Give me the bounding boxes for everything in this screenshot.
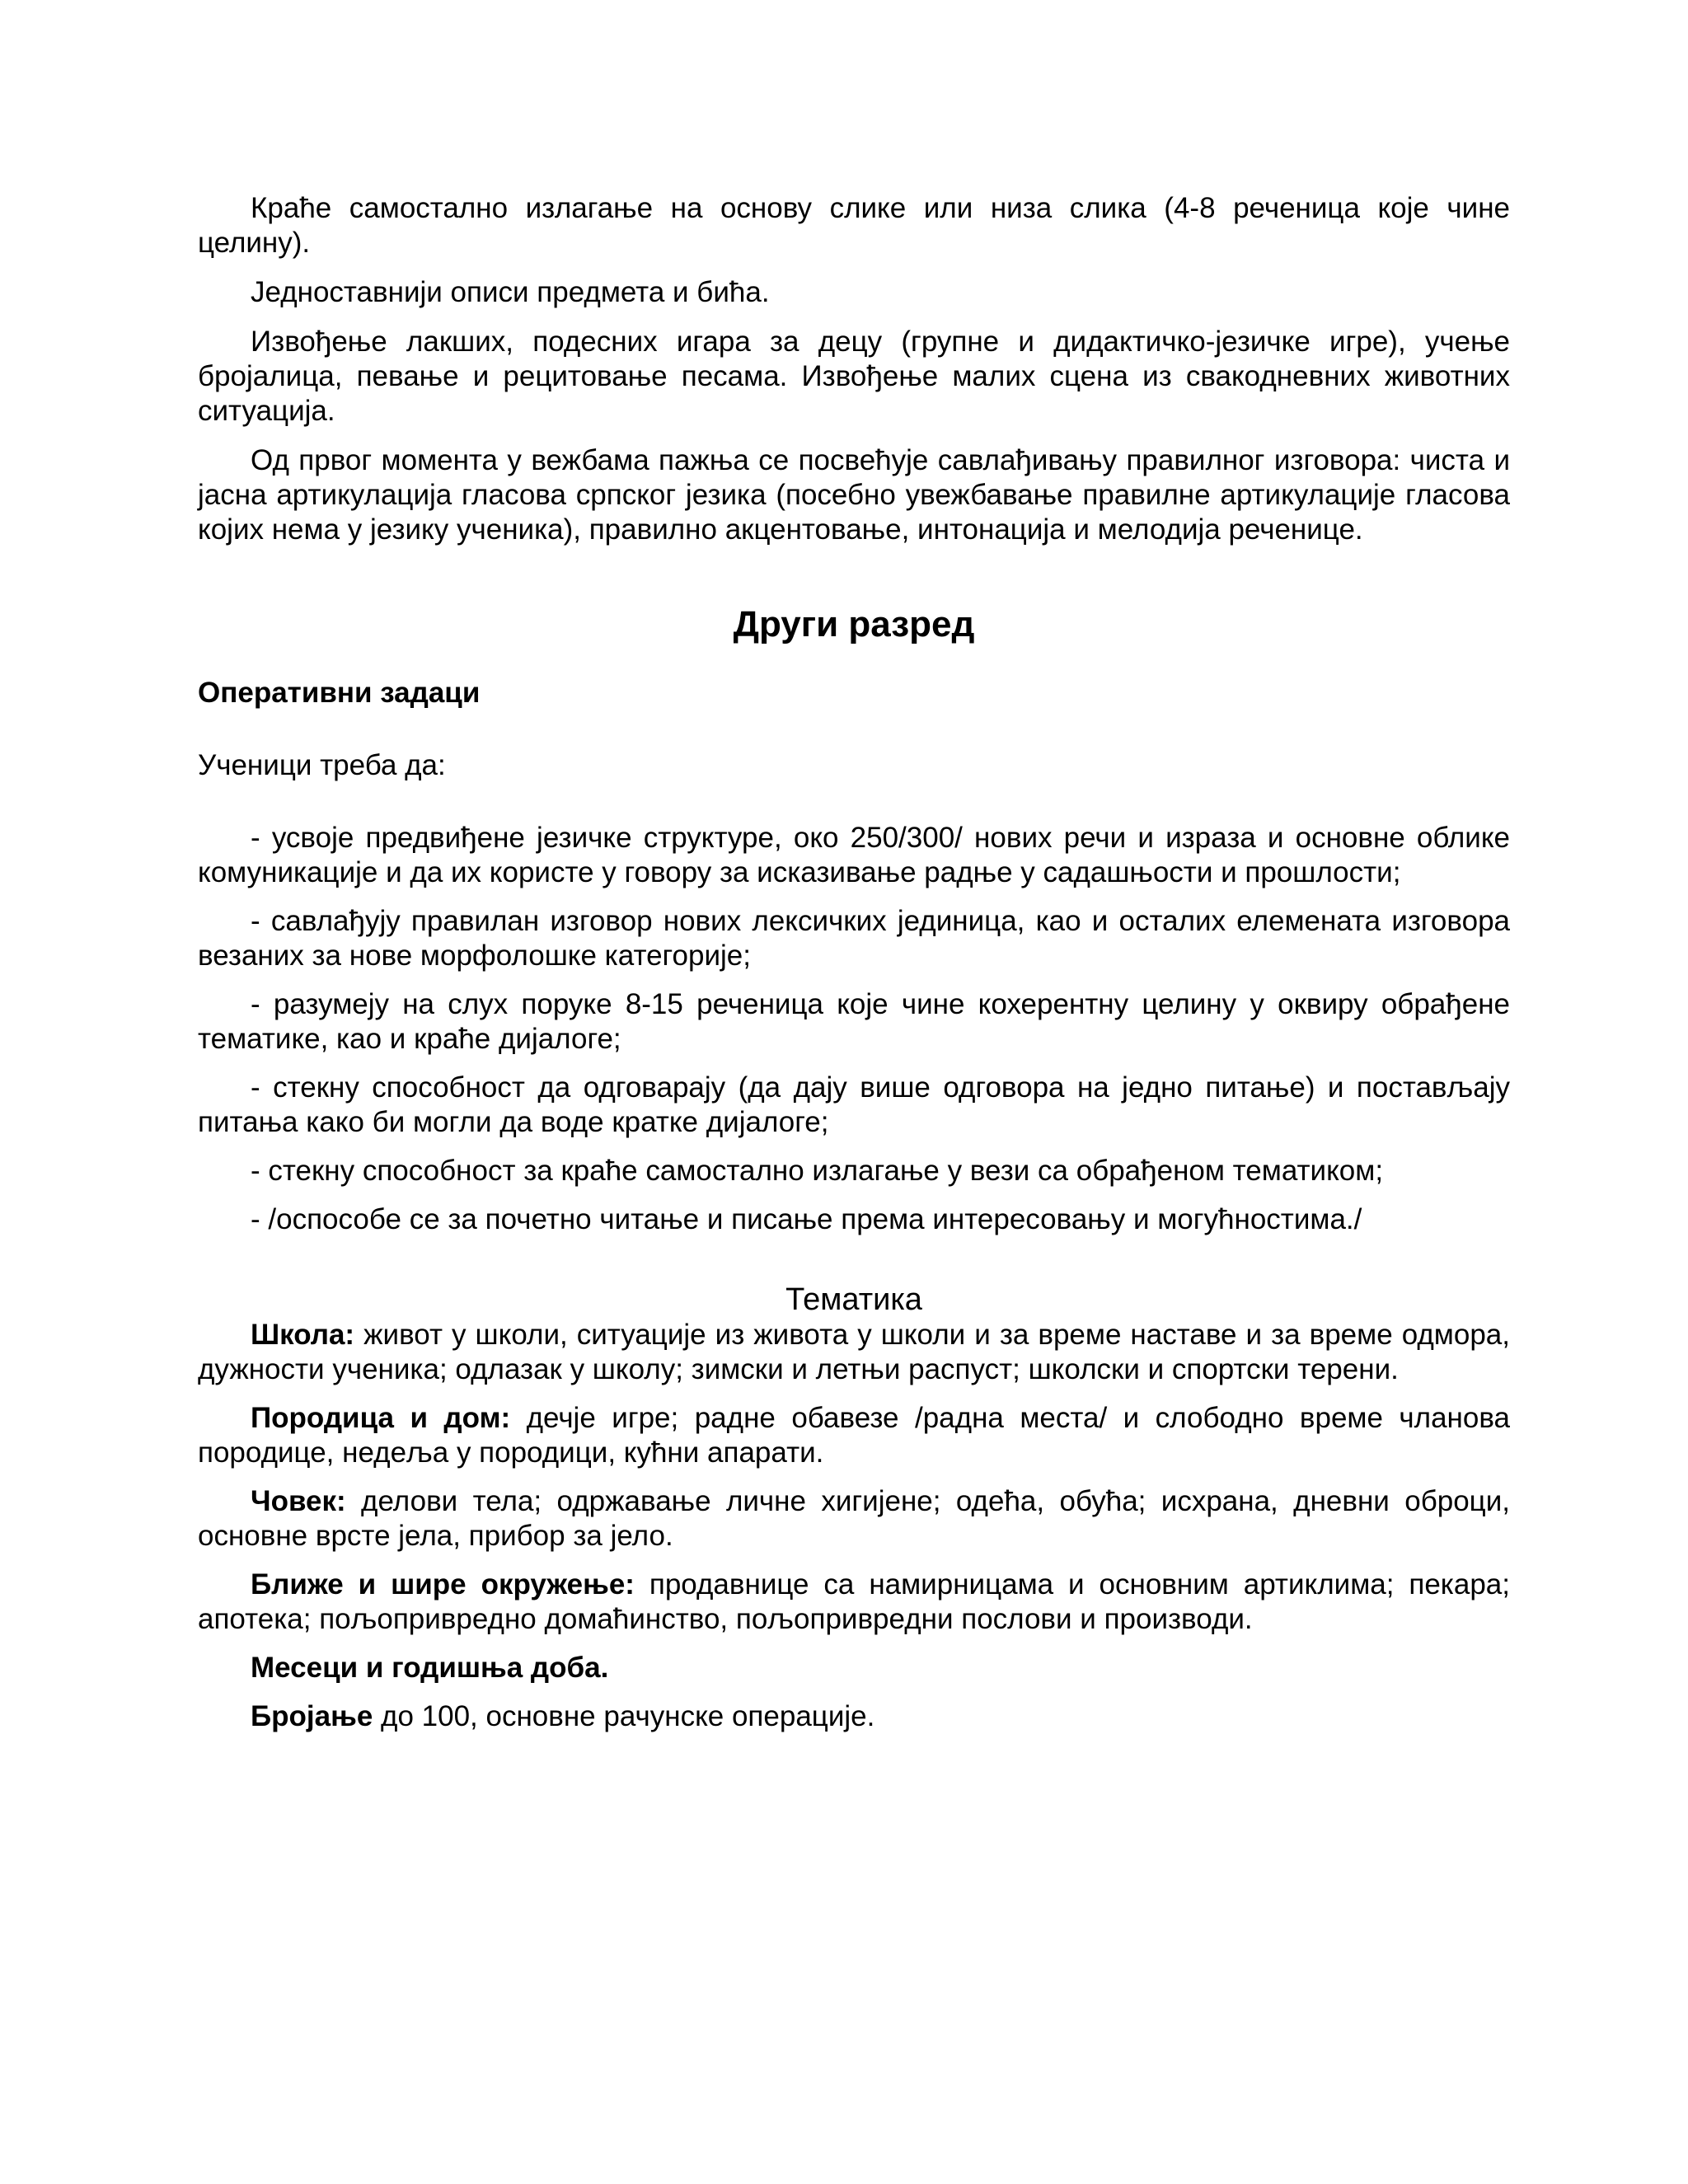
theme-item-school bbox=[198, 1318, 1510, 1387]
theme-term: Човек: bbox=[251, 1485, 346, 1517]
objective-item: - усвоје предвиђене језичке структуре, око 250/300/ нових речи и израза и основне облике комуникације и да их користе у говору за исказивање радње у садашњости и прошлости; bbox=[198, 822, 1510, 888]
intro-paragraph-1: Краће самостално излагање на основу слике или низа слика (4-8 реченица које чине целину). bbox=[198, 192, 1510, 259]
document-page bbox=[198, 191, 1510, 1748]
theme-item-months bbox=[198, 1651, 1510, 1685]
theme-text: до 100, основне рачунске операције. bbox=[373, 1700, 875, 1732]
themes-heading: Тематика bbox=[785, 1282, 922, 1317]
operational-section bbox=[198, 676, 1510, 1237]
theme-term: Школа: bbox=[251, 1319, 355, 1351]
intro-section bbox=[198, 191, 1510, 547]
objectives-list bbox=[198, 821, 1510, 1237]
theme-term: Породица и дом: bbox=[251, 1402, 511, 1434]
themes-list bbox=[198, 1318, 1510, 1734]
objective-item: - савлађују правилан изговор нових лексичких јединица, као и осталих елемената изговора везаних за нове морфолошке категорије; bbox=[198, 905, 1510, 972]
intro-paragraph-4: Од првог момента у вежбама пажња се посвећује савлађивању правилног изговора: чиста и јасна артикулација гласова српског језика (посебно увежбавање правилне артикулације гласова којих нема у језику ученика), правилно акцентовање, интонација и мелодија реченице. bbox=[198, 444, 1510, 546]
operational-heading: Оперативни задаци bbox=[198, 677, 481, 709]
intro-paragraph-2: Једноставнији описи предмета и бића. bbox=[251, 276, 770, 308]
objective-item: - стекну способност да одговарају (да дају више одговора на једно питање) и постављају питања како би могли да воде кратке дијалоге; bbox=[198, 1071, 1510, 1138]
theme-item-counting bbox=[198, 1699, 1510, 1734]
theme-term: Бројање bbox=[251, 1700, 373, 1732]
theme-text: живот у школи, ситуације из живота у школи и за време наставе и за време одмора, дужности ученика; одлазак у школу; зимски и летњи распуст; школски и спортски терени. bbox=[198, 1319, 1510, 1385]
objective-item: - стекну способност за краће самостално излагање у вези са обрађеном тематиком; bbox=[251, 1155, 1384, 1187]
theme-text: делови тела; одржавање личне хигијене; одећа, обућа; исхрана, дневни оброци, основне врсте јела, прибор за јело. bbox=[198, 1485, 1510, 1552]
operational-lead: Ученици треба да: bbox=[198, 749, 446, 781]
grade-title: Други разред bbox=[733, 604, 975, 644]
objective-item: - разумеју на слух поруке 8-15 реченица које чине кохерентну целину у оквиру обрађене тематике, као и краће дијалоге; bbox=[198, 988, 1510, 1055]
theme-item-family bbox=[198, 1401, 1510, 1470]
theme-term: Ближе и шире окружење: bbox=[251, 1568, 635, 1601]
theme-item-surroundings bbox=[198, 1568, 1510, 1637]
theme-term: Месеци и годишња доба. bbox=[251, 1652, 609, 1684]
objective-item: - /оспособе се за почетно читање и писање према интересовању и могућностима./ bbox=[251, 1203, 1362, 1235]
intro-paragraph-3: Извођење лакших, подесних игара за децу (групне и дидактичко-језичке игре), учење бројалица, певање и рецитовање песама. Извођење малих сцена из свакодневних животних ситуација. bbox=[198, 326, 1510, 427]
theme-item-person bbox=[198, 1484, 1510, 1554]
theme-text: продавнице са намирницама и основним артиклима; пекара; апотека; пољопривредно домаћинство, пољопривредни послови и производи. bbox=[198, 1568, 1510, 1635]
themes-section bbox=[198, 1282, 1510, 1734]
theme-text: дечје игре; радне обавезе /радна места/ и слободно време чланова породице, недеља у породици, кућни апарати. bbox=[198, 1402, 1511, 1469]
